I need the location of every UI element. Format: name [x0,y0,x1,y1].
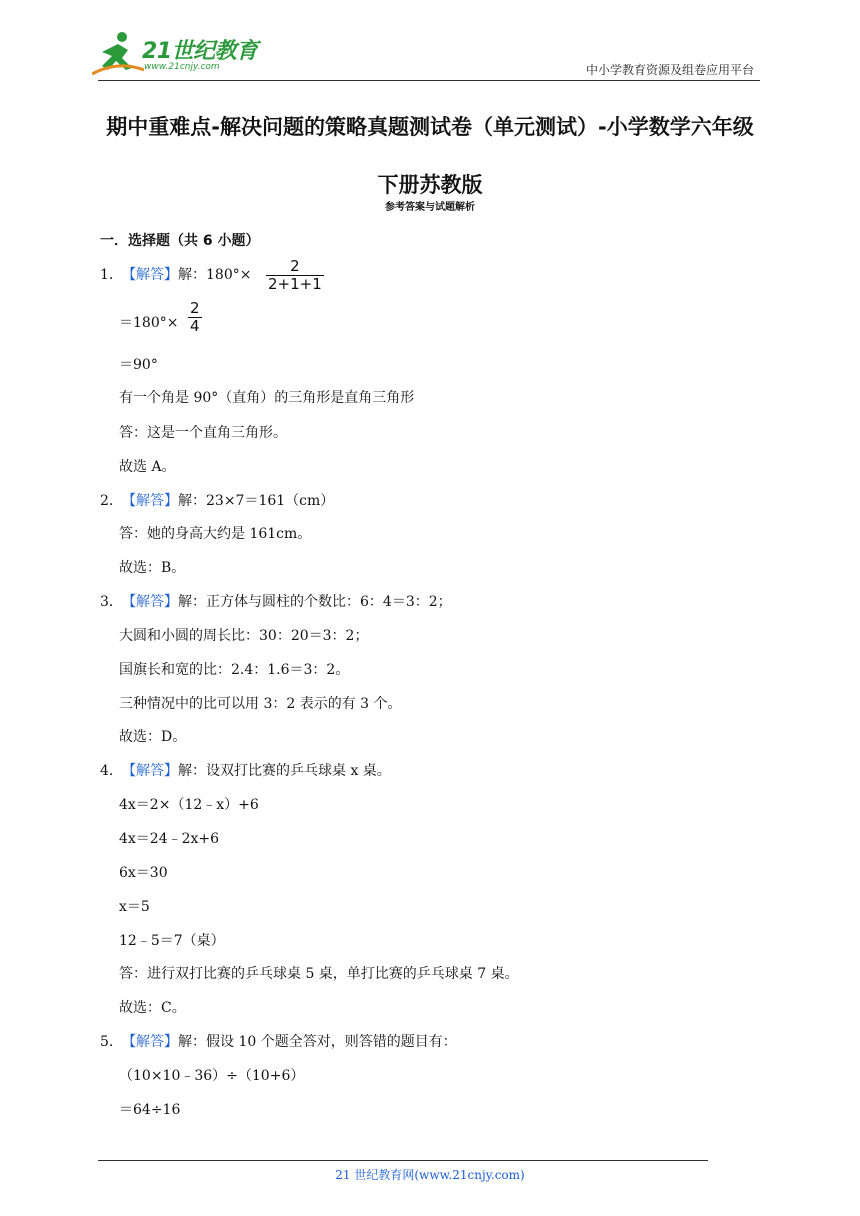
q4-line-4: 6x＝30 [119,865,168,881]
q4-line-3: 4x＝24﹣2x+6 [119,831,220,847]
answer-tag: 【解答】 [122,763,178,779]
q1-line-4: 有一个角是 90°（直角）的三角形是直角三角形 [119,390,415,406]
fraction: $\frac{2}{2+1+1}$ [268,257,322,293]
answer-tag: 【解答】 [122,1034,178,1050]
q1-text: 解：180°× [178,267,252,283]
fraction: $\frac{2}{4}$ [190,299,200,335]
q3-line-2: 大圆和小圆的周长比：30：20＝3：2； [119,628,369,644]
q2-line-2: 答：她的身高大约是 161cm。 [119,526,312,542]
q3-line-3: 国旗长和宽的比：2.4：1.6＝3：2。 [119,662,350,678]
q3-line-4: 三种情况中的比可以用 3：2 表示的有 3 个。 [119,696,402,712]
answer-tag: 【解答】 [122,267,178,283]
question-number: 5． [100,1034,123,1050]
logo-brand-text: 21世纪教育 [142,39,258,64]
question-number: 4． [100,763,123,779]
q5-line-2: （10×10﹣36）÷（10+6） [119,1068,305,1084]
q4-line-2: 4x＝2×（12﹣x）+6 [119,797,259,813]
q4-line-5: x＝5 [119,899,150,915]
subtitle: 参考答案与试题解析 [385,202,475,213]
section-heading: 一．选择题（共 6 小题） [100,233,260,249]
answer-tag: 【解答】 [122,493,178,509]
footer-divider [98,1160,708,1161]
header-divider [98,80,760,81]
q1-line-5: 答：这是一个直角三角形。 [119,425,287,441]
q3-line-5: 故选：D。 [119,729,187,745]
question-number: 3． [100,594,123,610]
q2-line-3: 故选：B。 [119,560,186,576]
title-line-1: 期中重难点-解决问题的策略真题测试卷（单元测试）-小学数学六年级 [106,115,754,139]
title-line-2: 下册苏教版 [377,173,483,197]
answer-tag: 【解答】 [122,594,178,610]
q1-line-3: ＝90° [119,357,158,373]
header-platform-text: 中小学教育资源及组卷应用平台 [585,63,754,77]
footer-link[interactable]: 21 世纪教育网(www.21cnjy.com) [335,1168,525,1182]
runner-logo-icon [92,30,144,76]
q5-line-3: ＝64÷16 [119,1102,181,1118]
q4-line-6: 12﹣5＝7（桌） [119,933,225,949]
document-page: 21世纪教育 www.21cnjy.com 中小学教育资源及组卷应用平台 期中重难点-解决问题的策略真题测试卷（单元测试）-小学数学六年级 下册苏教版 参考答案与试题解析 一．选择题（共 6 小题） 1． 【解答】解：180°× $\frac{2}{2+1+1}$ ＝180°× $\frac{2}{4}$ ＝90° 有一个角是 90°（直角）的三角形是直角三角形 答：这是一个直角三角形。 故选 A。 2． 【解答】解：23×7＝161（cm） 答：她的身高大约是 161cm。 故选：B。 3． 【解答】解：正方体与圆柱的个数比：6：4＝3：2； 大圆和小圆的周长比：30：20＝3：2； 国旗长和宽的比：2.4：1.6＝3：2。 三种情况中的比可以用 3：2 表示的有 3 个。 故选：D。 4． 【解答】解：设双打比赛的乒乓球桌 x 桌。 4x＝2×（12﹣x）+6 4x＝24﹣2x+6 6x＝30 x＝5 12﹣5＝7（桌） 答：进行双打比赛的乒乓球桌 5 桌，单打比赛的乒乓球桌 7 桌。 故选：C。 5． 【解答】解：假设 10 个题全答对，则答错的题目有： （10×10﹣36）÷（10+6） ＝64÷16 21 世纪教育网(www.21cnjy.com) [0,0,860,1216]
logo-url-text: www.21cnjy.com [144,62,220,72]
question-number: 1． [100,267,123,283]
logo [92,30,262,80]
question-number: 2． [100,493,123,509]
q4-line-7: 答：进行双打比赛的乒乓球桌 5 桌，单打比赛的乒乓球桌 7 桌。 [119,966,519,982]
q1-line-6: 故选 A。 [119,459,176,475]
page-title [60,104,800,208]
q4-line-8: 故选：C。 [119,1000,186,1016]
